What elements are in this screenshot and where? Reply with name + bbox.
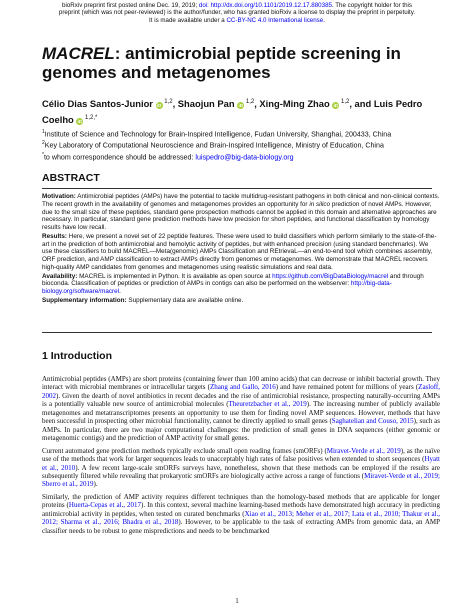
intro-paragraph-1: Antimicrobial peptides (AMPs) are short proteins (containing fewer than 100 amino acids) that can decrease or inhibit bacterial growth. They interact with microbial membranes or intracellular targets (Zhang and Gallo, 2016) and have remained potent for millions of years (Zasloff, 2002). Given the dearth of novel antibiotics in recent decades and the rise of antimicrobial resistance, prospecting naturally-occurring AMPs is a potentially valuable new source of antimicrobial molecules (Theuretzbacher et al., 2019). The increasing number of publicly available metagenomes and metatranscriptomes presents an opportunity to use them for finding novel AMP sequences. However, methods that have been successful in prospecting other microbial functionality, cannot be directly applied to small genes (Saghatelian and Couso, 2015), such as AMPs. In particular, there are two major computational challenges: the prediction of small genes in DNA sequences (either genomic or metagenomic contigs) and the prediction of AMP activity for small genes.: [42, 375, 441, 443]
motivation-label: Motivation:: [42, 193, 76, 200]
section-heading-introduction: 1 Introduction: [42, 350, 112, 362]
orcid-icon[interactable]: iD: [333, 103, 339, 109]
author: [259, 98, 373, 109]
abstract-top-rule: [42, 188, 432, 189]
author-name: Shaojun Pan: [177, 98, 238, 110]
author-name: Luis Pedro Coelho: [42, 98, 423, 126]
citation-link[interactable]: Theuretzbacher et al., 2019: [228, 400, 307, 409]
citation-link[interactable]: Xiao et al., 2013; Meher et al., 2017; Lata et al., 2010; Thakur et al., 2012; Sharma et al., 2016; Bhadra et al., 2018: [42, 509, 440, 527]
title-tool-name: MACREL: [42, 44, 115, 63]
motivation-text-a: Antimicrobial peptides (AMPs) have the potential to tackle multidrug-resistant pathogens in both clinical and non-clinical contexts. The recent growth in the availability of genomes and metagenomes provides an opportunity for: [42, 193, 440, 208]
author: [178, 98, 260, 109]
author-name: Célio Dias Santos-Junior: [42, 98, 156, 110]
corresponding-text: to whom correspondence should be addressed:: [43, 153, 194, 162]
abstract-bottom-rule: [42, 332, 432, 333]
author-affiliation-marks: 1,2,*: [83, 115, 98, 122]
doi-link[interactable]: doi: http://dx.doi.org/10.1101/2019.12.17.880385: [198, 2, 332, 9]
intro-paragraph-2: Current automated gene prediction methods typically exclude small open reading frames (smORFs) (Miravet-Verde et al., 2019), as the naïve use of the methods that work for larger sequences leads to unacceptably high rates of false positives when extended to short sequences (Hyatt et al., 2010). A few recent large-scale smORFs surveys have, nonetheless, shown that these methods can be employed if the results are subsequently filtered while revealing that prokaryotic smORFs are biologically active across a range of functions (Miravet-Verde et al., 2019; Sberro et al., 2019).: [42, 446, 441, 489]
availability-text-a: MACREL is implemented in Python. It is available as open source at: [79, 272, 271, 280]
abstract-results: [42, 233, 440, 272]
availability-label: Availability:: [42, 272, 78, 280]
availability-text-c: .: [119, 288, 121, 295]
corresponding-author: *to whom correspondence should be addressed: luispedro@big-data-biology.org: [42, 151, 294, 162]
orcid-icon[interactable]: iD: [77, 119, 83, 125]
preprint-line-3: [0, 17, 474, 24]
abstract-heading: ABSTRACT: [42, 172, 100, 184]
author: [42, 98, 178, 109]
motivation-italic: in silico: [309, 200, 331, 208]
citation-link[interactable]: Saghatelian and Couso, 2015: [331, 417, 414, 426]
github-link[interactable]: https://github.com/BigDataBiology/macrel: [272, 272, 389, 280]
author-affiliation-marks: 1,2: [339, 99, 350, 105]
affiliation-1-text: Institute of Science and Technology for Brain-Inspired Intelligence, Fudan University, Shanghai, 200433, China: [44, 130, 392, 139]
orcid-icon[interactable]: iD: [238, 103, 243, 109]
page-number: 1: [235, 597, 239, 605]
license-link[interactable]: CC-BY-NC 4.0 International license: [226, 16, 324, 24]
supplementary-text: Supplementary data are available online.: [128, 296, 244, 304]
author-name: Xing-Ming Zhao: [259, 98, 333, 110]
preprint-header: [0, 2, 474, 24]
orcid-icon[interactable]: iD: [156, 103, 162, 109]
preprint-line-2: preprint (which was not peer-reviewed) is the author/funder, who has granted bioRxiv a license to display the preprint in perpetuity.: [58, 9, 416, 17]
affiliation-2-text: Key Laboratory of Computational Neuroscience and Brain-Inspired Intelligence, Ministry of Education, China: [44, 141, 384, 150]
email-link[interactable]: luispedro@big-data-biology.org: [195, 153, 294, 162]
citation-link[interactable]: Zasloff, 2002: [42, 383, 441, 400]
preprint-copyright: . The copyright holder for this: [331, 2, 412, 9]
paper-title: [42, 44, 442, 82]
author-separator: ,: [254, 98, 260, 110]
preprint-date: bioRxiv preprint first posted online Dec. 19, 2019;: [62, 2, 198, 9]
author-list: [42, 95, 442, 127]
results-text: Here, we present a novel set of 22 peptide features. These were used to build classifiers which perform similarly to the state-of-the-art in the prediction of both antimicrobial and hemolytic activity of peptides, but with enhanced precision (using standard benchmarks). We use these classifiers to build MACREL—Meta(genomic) AMPs Classification and REtrievaL—an end-to-end tool which combines assembly, ORF prediction, and AMP classification to extract AMPs directly from genomes or metagenomes. We demonstrate that MACREL recovers high-quality AMP candidates from genomes and metagenomes using realistic simulations and real data.: [42, 232, 437, 271]
affiliations: [42, 128, 462, 162]
intro-paragraph-3: Similarly, the prediction of AMP activity requires different techniques than the homology-based methods that are applicable for longer proteins (Huerta-Cepas et al., 2017). In this context, several machine learning-based methods have demonstrated high accuracy in predicting antimicrobial activity in peptides, when tested on curated benchmarks (Xiao et al., 2013; Meher et al., 2017; Lata et al., 2010; Thakur et al., 2012; Sharma et al., 2016; Bhadra et al., 2018). However, to be applicable to the task of extracting AMPs from genomic data, an AMP classifier needs to be robust to gene mispredictions and needs to be benchmarked: [42, 492, 440, 535]
citation-link[interactable]: Zhang and Gallo, 2016: [210, 383, 276, 392]
citation-link[interactable]: Miravet-Verde et al., 2019: [326, 446, 401, 455]
abstract-supplementary: [42, 297, 440, 305]
abstract-availability: [42, 273, 440, 296]
author-affiliation-marks: 1,2: [244, 99, 255, 105]
author-separator: ,: [172, 98, 178, 110]
author-affiliation-marks: 1,2: [162, 99, 173, 105]
license-text: It is made available under a: [149, 16, 225, 24]
author-separator: , and: [349, 98, 374, 110]
introduction-body: [42, 375, 440, 539]
title-rest: : antimicrobial peptide screening in genomes and metagenomes: [42, 44, 401, 82]
citation-link[interactable]: Huerta-Cepas et al., 2017: [68, 501, 141, 510]
citation-link[interactable]: Hyatt et al., 2010: [42, 455, 440, 472]
motivation-text-b: prediction of novel AMPs. However, due to the small size of these peptides, standard gene prospection methods cannot be applied in this domain and alternative approaches are necessary. In particular, standard gene prediction methods have low precision for short peptides, and functional classification by homology results have low recall.: [42, 200, 437, 231]
availability-text-b: and through bioconda. Classification of peptides or prediction of AMPs in contigs can also be performed on the webserver:: [42, 272, 424, 288]
webserver-link[interactable]: http://big-data-biology.org/software/macrel: [42, 280, 392, 295]
citation-link[interactable]: Miravet-Verde et al., 2019; Sberro et al., 2019: [42, 471, 440, 489]
license-end: .: [323, 16, 325, 24]
abstract-motivation: [42, 193, 440, 232]
affiliation-2: $^2$Key Laboratory of Computational Neuroscience and Brain-Inspired Intelligence, Ministry of Education, China: [42, 140, 384, 150]
affiliation-1: $^1$Institute of Science and Technology for Brain-Inspired Intelligence, Fudan University, Shanghai, 200433, China: [42, 129, 392, 139]
supplementary-label: Supplementary information:: [42, 296, 127, 304]
results-label: Results:: [42, 232, 68, 240]
preprint-line-1: [0, 2, 474, 9]
abstract-body: [42, 193, 440, 306]
